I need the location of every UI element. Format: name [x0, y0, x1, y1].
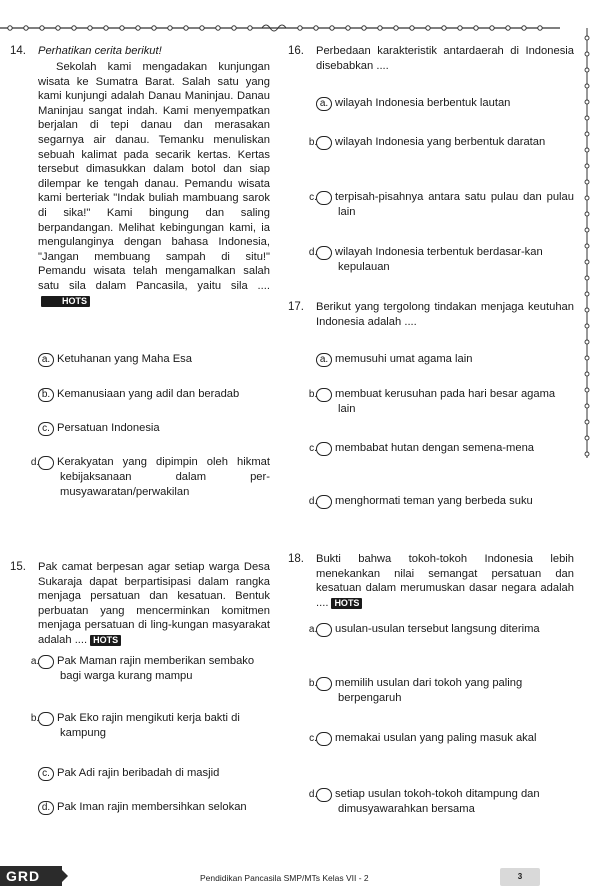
- question-14-lead: Perhatikan cerita berikut!: [38, 45, 162, 57]
- question-14-option-c[interactable]: [38, 421, 270, 436]
- option-letter: d.: [316, 246, 332, 260]
- option-letter: c.: [38, 422, 54, 436]
- question-15-text: [38, 560, 270, 648]
- question-18-option-d[interactable]: [308, 787, 574, 817]
- option-text: memilih usulan dari tokoh yang paling berpengaruh: [335, 677, 523, 704]
- option-text: Pak Iman rajin membersihkan selokan: [57, 801, 247, 813]
- option-letter: a.: [316, 623, 332, 637]
- option-text: memusuhi umat agama lain: [335, 353, 473, 365]
- option-text: wilayah Indonesia yang berbentuk daratan: [335, 136, 546, 148]
- option-letter: c.: [316, 442, 332, 456]
- hots-badge: HOTS: [331, 598, 362, 609]
- question-14-option-b[interactable]: [38, 387, 270, 402]
- question-14-story-text: Sekolah kami mengadakan kunjungan wisata ke Sumatra Barat. Salah satu yang kami kunjungi adalah Danau Maninjau. Danau Maninjau sangat indah. Kami menyempatkan berjalan di tepi danau dan merasakan segarnya air danau. Temanku menuliskan sebuah kalimat pada secarik kertas. Kertas tersebut dimasukkan dalam botol dan siap dilempar ke tengah danau. Pemandu wisata kami berteriak "Indak buliah mambuang sarok di sika!" Kami bingung dan saling berpandangan. Melihat kebingungan kami, ia mengulanginya dengan bahasa Indonesia, "Jangan membuang sampah di situ!" Pemandu wisata telah mengamalkan salah satu sila dalam Pancasila, yaitu sila ....: [38, 61, 270, 292]
- question-16-option-b[interactable]: [308, 135, 574, 150]
- question-16-option-d[interactable]: [308, 245, 574, 275]
- hots-badge: HOTS: [90, 635, 121, 646]
- question-16-text: Perbedaan karakteristik antardaerah di Indonesia disebabkan ....: [316, 45, 574, 72]
- option-text: wilayah Indonesia berbentuk lautan: [335, 97, 511, 109]
- question-14-option-a[interactable]: [38, 352, 270, 367]
- question-17-option-b[interactable]: [308, 387, 574, 417]
- option-text: Kerakyatan yang dipimpin oleh hikmat kebijaksanaan dalam per-musyawaratan/perwakilan: [57, 456, 270, 498]
- option-letter: a.: [316, 97, 332, 111]
- option-text: terpisah-pisahnya antara satu pulau dan pulau lain: [335, 191, 574, 218]
- question-17-option-c[interactable]: [309, 441, 574, 456]
- question-16-number: 16.: [288, 45, 304, 57]
- option-text: usulan-usulan tersebut langsung diterima: [335, 623, 540, 635]
- question-17-option-d[interactable]: [308, 494, 574, 509]
- question-18-option-a[interactable]: [308, 622, 574, 637]
- question-18-option-c[interactable]: [309, 731, 574, 746]
- option-text: Ketuhanan yang Maha Esa: [57, 353, 192, 365]
- publisher-logo: GRD: [0, 866, 62, 886]
- option-letter: d.: [316, 495, 332, 509]
- question-18-number: 18.: [288, 553, 304, 565]
- option-text: Pak Eko rajin mengikuti kerja bakti di kampung: [57, 712, 240, 739]
- option-letter: a.: [316, 353, 332, 367]
- option-letter: c.: [38, 767, 54, 781]
- right-decorative-rule: [583, 28, 591, 458]
- footer-book-title: Pendidikan Pancasila SMP/MTs Kelas VII - 2: [200, 873, 369, 883]
- option-text: Pak Maman rajin memberikan sembako bagi warga kurang mampu: [57, 655, 255, 682]
- question-14-story: [38, 60, 270, 308]
- option-text: memakai usulan yang paling masuk akal: [335, 732, 537, 744]
- option-text: setiap usulan tokoh-tokoh ditampung dan dimusyawarahkan bersama: [335, 788, 540, 815]
- question-15-option-a[interactable]: [30, 654, 270, 684]
- question-14-number: 14.: [10, 45, 26, 57]
- option-letter: b.: [316, 677, 332, 691]
- option-letter: b.: [316, 136, 332, 150]
- question-15-number: 15.: [10, 561, 26, 573]
- option-letter: c.: [316, 191, 332, 205]
- question-18-option-b[interactable]: [308, 676, 574, 706]
- option-letter: c.: [316, 732, 332, 746]
- option-text: menghormati teman yang berbeda suku: [335, 495, 533, 507]
- top-decorative-rule: [0, 22, 560, 34]
- page-number: 3: [517, 872, 523, 881]
- question-15-stem: Pak camat berpesan agar setiap warga Desa Sukaraja dapat berpartisipasi dalam rangka menjaga persatuan dan kesatuan. Bentuk perbuatan yang mencerminkan komitmen menjaga persatuan di ling-kungan masyarakat adalah ....: [38, 561, 270, 646]
- option-letter: d.: [38, 456, 54, 470]
- question-16-option-c[interactable]: [309, 190, 574, 220]
- option-text: membabat hutan dengan semena-mena: [335, 442, 535, 454]
- publisher-logo-tail: [58, 866, 68, 886]
- question-18-stem: Bukti bahwa tokoh-tokoh Indonesia lebih menekankan nilai semangat persatuan dan kesatuan dalam merumuskan dasar negara adalah ....: [316, 553, 574, 609]
- option-letter: d.: [38, 801, 54, 815]
- option-text: Pak Adi rajin beribadah di masjid: [57, 767, 220, 779]
- question-16-option-a[interactable]: [316, 96, 574, 111]
- question-14-option-d[interactable]: [30, 455, 270, 499]
- option-letter: a.: [38, 353, 54, 367]
- question-17-text: Berikut yang tergolong tindakan menjaga keutuhan Indonesia adalah ....: [316, 301, 574, 328]
- option-text: wilayah Indonesia terbentuk berdasar-kan kepulauan: [335, 246, 543, 273]
- option-letter: b.: [38, 388, 54, 402]
- option-letter: b.: [38, 712, 54, 726]
- option-letter: b.: [316, 388, 332, 402]
- question-15-option-c[interactable]: [38, 766, 270, 781]
- option-text: Persatuan Indonesia: [57, 422, 160, 434]
- question-18-text: [316, 552, 574, 610]
- question-17-number: 17.: [288, 301, 304, 313]
- option-text: membuat kerusuhan pada hari besar agama lain: [335, 388, 556, 415]
- option-text: Kemanusiaan yang adil dan beradab: [57, 388, 240, 400]
- question-17-option-a[interactable]: [316, 352, 574, 367]
- question-15-option-b[interactable]: [30, 711, 270, 741]
- option-letter: d.: [316, 788, 332, 802]
- option-letter: a.: [38, 655, 54, 669]
- question-15-option-d[interactable]: [38, 800, 270, 815]
- hots-badge: HOTS: [41, 296, 90, 307]
